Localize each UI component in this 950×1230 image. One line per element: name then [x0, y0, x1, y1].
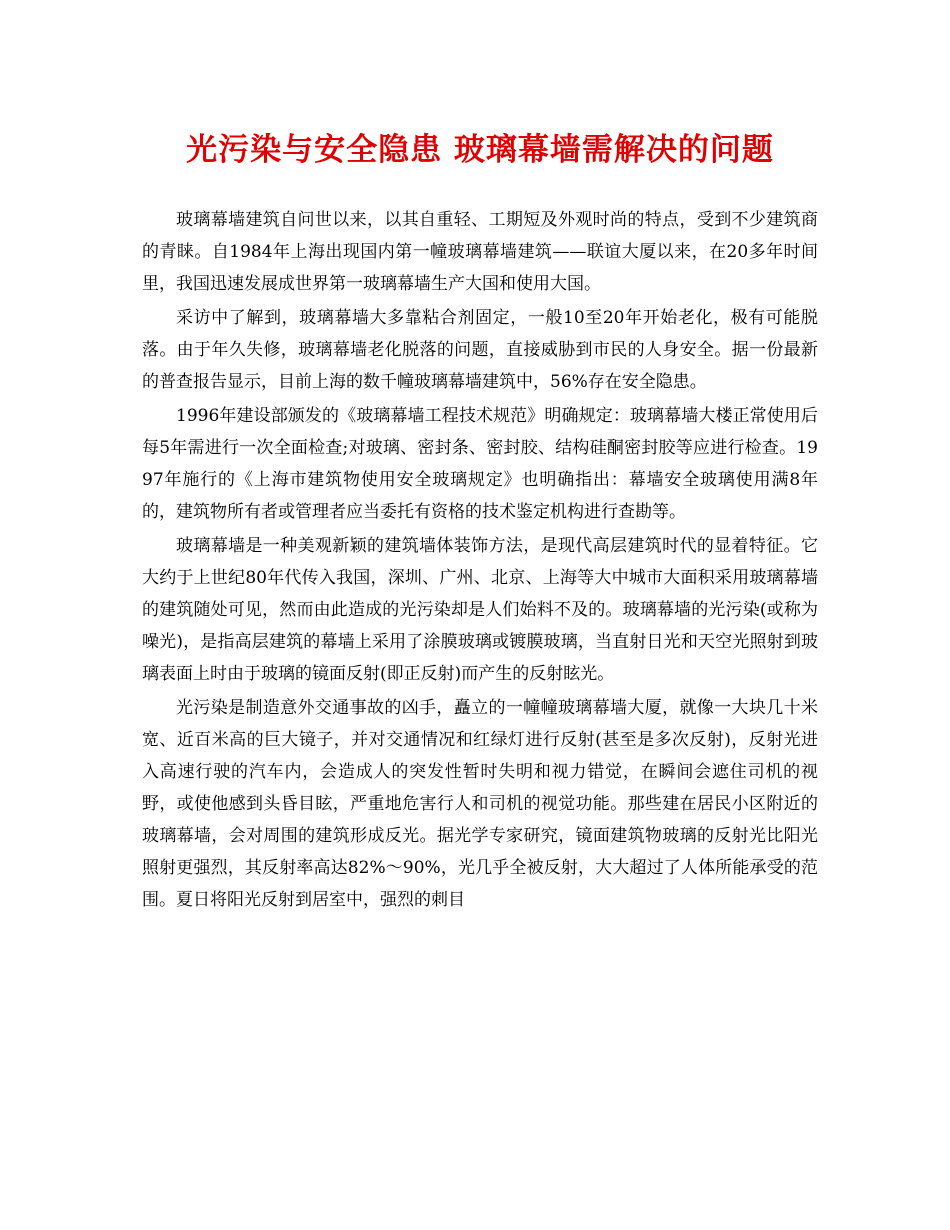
- document-title: 光污染与安全隐患 玻璃幕墙需解决的问题: [186, 132, 774, 168]
- paragraph-4: 玻璃幕墙是一种美观新颖的建筑墙体装饰方法，是现代高层建筑时代的显着特征。它大约于上世纪80年代传入我国，深圳、广州、北京、上海等大中城市大面积采用玻璃幕墙的建筑随处可见，然而由此造成的光污染却是人们始料不及的。玻璃幕墙的光污染(或称为噪光)，是指高层建筑的幕墙上采用了涂膜玻璃或镀膜玻璃，当直射日光和天空光照射到玻璃表面上时由于玻璃的镜面反射(即正反射)而产生的反射眩光。: [142, 536, 818, 684]
- paragraph-1: 玻璃幕墙建筑自问世以来，以其自重轻、工期短及外观时尚的特点，受到不少建筑商的青睐。自1984年上海出现国内第一幢玻璃幕墙建筑——联谊大厦以来，在20多年时间里，我国迅速发展成世界第一玻璃幕墙生产大国和使用大国。: [142, 210, 818, 294]
- paragraph-5: 光污染是制造意外交通事故的凶手，矗立的一幢幢玻璃幕墙大厦，就像一大块几十米宽、近百米高的巨大镜子，并对交通情况和红绿灯进行反射(甚至是多次反射)，反射光进入高速行驶的汽车内，会造成人的突发性暂时失明和视力错觉，在瞬间会遮住司机的视野，或使他感到头昏目眩，严重地危害行人和司机的视觉功能。那些建在居民小区附近的玻璃幕墙，会对周围的建筑形成反光。据光学专家研究，镜面建筑物玻璃的反射光比阳光照射更强烈，其反射率高达82%～90%，光几乎全被反射，大大超过了人体所能承受的范围。夏日将阳光反射到居室中，强烈的刺目: [142, 698, 818, 910]
- paragraph-2: 采访中了解到，玻璃幕墙大多靠粘合剂固定，一般10至20年开始老化，极有可能脱落。由于年久失修，玻璃幕墙老化脱落的问题，直接威胁到市民的人身安全。据一份最新的普查报告显示，目前上海的数千幢玻璃幕墙建筑中，56%存在安全隐患。: [142, 308, 818, 392]
- paragraph-3: 1996年建设部颁发的《玻璃幕墙工程技术规范》明确规定：玻璃幕墙大楼正常使用后每5年需进行一次全面检查;对玻璃、密封条、密封胶、结构硅酮密封胶等应进行检查。1997年施行的《上海市建筑物使用安全玻璃规定》也明确指出：幕墙安全玻璃使用满8年的，建筑物所有者或管理者应当委托有资格的技术鉴定机构进行查勘等。: [142, 406, 818, 522]
